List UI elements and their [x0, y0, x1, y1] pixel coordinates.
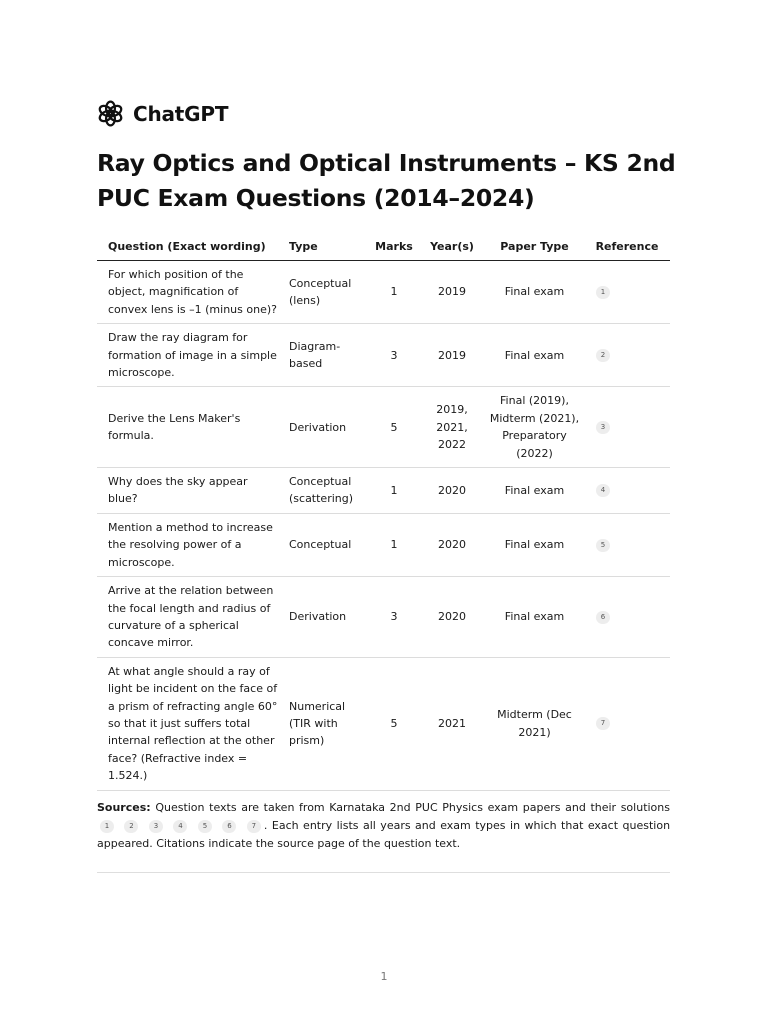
reference-cell	[584, 468, 670, 514]
citation-badge[interactable]: 6	[596, 611, 610, 624]
citation-badge[interactable]: 1	[596, 286, 610, 299]
question-cell: At what angle should a ray of light be incident on the face of a prism of refracting angle 60° so that it just suffers total internal reflection at the other face? (Refractive index = 1.524.)	[97, 657, 285, 790]
marks-cell: 1	[369, 261, 419, 324]
citation-badge[interactable]: 5	[596, 539, 610, 552]
header-paper-type: Paper Type	[485, 232, 584, 261]
question-cell: For which position of the object, magnification of convex lens is –1 (minus one)?	[97, 261, 285, 324]
reference-cell	[584, 387, 670, 468]
citation-badge[interactable]: 2	[596, 349, 610, 362]
question-cell: Arrive at the relation between the focal length and radius of curvature of a spherical concave mirror.	[97, 577, 285, 658]
table-row	[97, 577, 670, 658]
table-header-row	[97, 232, 670, 261]
page-title: Ray Optics and Optical Instruments – KS 2nd PUC Exam Questions (2014–2024)	[97, 149, 676, 212]
page-number: 1	[380, 970, 388, 983]
sources-text-tail: . Each entry lists all years and exam types in which that exact question appeared. Citations indicate the source page of the question text.	[97, 819, 671, 850]
marks-cell: 3	[369, 577, 419, 658]
marks-cell: 5	[369, 657, 419, 790]
reference-cell	[584, 261, 670, 324]
years-cell: 2020	[419, 513, 485, 576]
marks-cell: 1	[369, 468, 419, 514]
sources-paragraph	[97, 799, 670, 853]
paper-type-cell: Final (2019), Midterm (2021), Preparatory (2022)	[485, 387, 584, 468]
table-row	[97, 324, 670, 387]
table-row	[97, 261, 670, 324]
type-cell: Derivation	[285, 387, 369, 468]
sources-text: Question texts are taken from Karnataka 2nd PUC Physics exam papers and their solutions	[155, 801, 670, 814]
table-row	[97, 657, 670, 790]
citation-badge[interactable]: 1	[100, 820, 114, 833]
question-cell: Derive the Lens Maker's formula.	[97, 387, 285, 468]
type-cell: Conceptual (lens)	[285, 261, 369, 324]
citation-badge[interactable]: 7	[596, 717, 610, 730]
marks-cell: 5	[369, 387, 419, 468]
reference-cell	[584, 657, 670, 790]
header-marks: Marks	[369, 232, 419, 261]
citation-badge[interactable]: 4	[596, 484, 610, 497]
reference-cell	[584, 577, 670, 658]
table-row	[97, 387, 670, 468]
citation-badge[interactable]: 4	[173, 820, 187, 833]
marks-cell: 1	[369, 513, 419, 576]
years-cell: 2019, 2021, 2022	[419, 387, 485, 468]
citation-badge[interactable]: 7	[247, 820, 261, 833]
reference-cell	[584, 513, 670, 576]
citation-badge[interactable]: 6	[222, 820, 236, 833]
type-cell: Diagram-based	[285, 324, 369, 387]
citation-badge[interactable]: 5	[198, 820, 212, 833]
type-cell: Conceptual (scattering)	[285, 468, 369, 514]
years-cell: 2019	[419, 261, 485, 324]
marks-cell: 3	[369, 324, 419, 387]
paper-type-cell: Midterm (Dec 2021)	[485, 657, 584, 790]
paper-type-cell: Final exam	[485, 513, 584, 576]
years-cell: 2019	[419, 324, 485, 387]
years-cell: 2020	[419, 577, 485, 658]
openai-logo-icon	[97, 100, 124, 127]
years-cell: 2020	[419, 468, 485, 514]
question-cell: Why does the sky appear blue?	[97, 468, 285, 514]
header-type: Type	[285, 232, 369, 261]
brand-name: ChatGPT	[133, 101, 229, 126]
question-cell: Mention a method to increase the resolving power of a microscope.	[97, 513, 285, 576]
table-row	[97, 468, 670, 514]
citation-badge[interactable]: 2	[124, 820, 138, 833]
citation-badge[interactable]: 3	[149, 820, 163, 833]
question-cell: Draw the ray diagram for formation of image in a simple microscope.	[97, 324, 285, 387]
header-years: Year(s)	[419, 232, 485, 261]
header-question: Question (Exact wording)	[97, 232, 285, 261]
paper-type-cell: Final exam	[485, 577, 584, 658]
header-reference: Reference	[584, 232, 670, 261]
reference-cell	[584, 324, 670, 387]
divider	[97, 872, 670, 873]
paper-type-cell: Final exam	[485, 324, 584, 387]
table-row	[97, 513, 670, 576]
type-cell: Conceptual	[285, 513, 369, 576]
questions-table	[97, 232, 670, 791]
sources-label: Sources:	[97, 801, 151, 814]
brand	[97, 100, 228, 127]
paper-type-cell: Final exam	[485, 468, 584, 514]
type-cell: Numerical (TIR with prism)	[285, 657, 369, 790]
years-cell: 2021	[419, 657, 485, 790]
type-cell: Derivation	[285, 577, 369, 658]
citation-badge[interactable]: 3	[596, 421, 610, 434]
paper-type-cell: Final exam	[485, 261, 584, 324]
